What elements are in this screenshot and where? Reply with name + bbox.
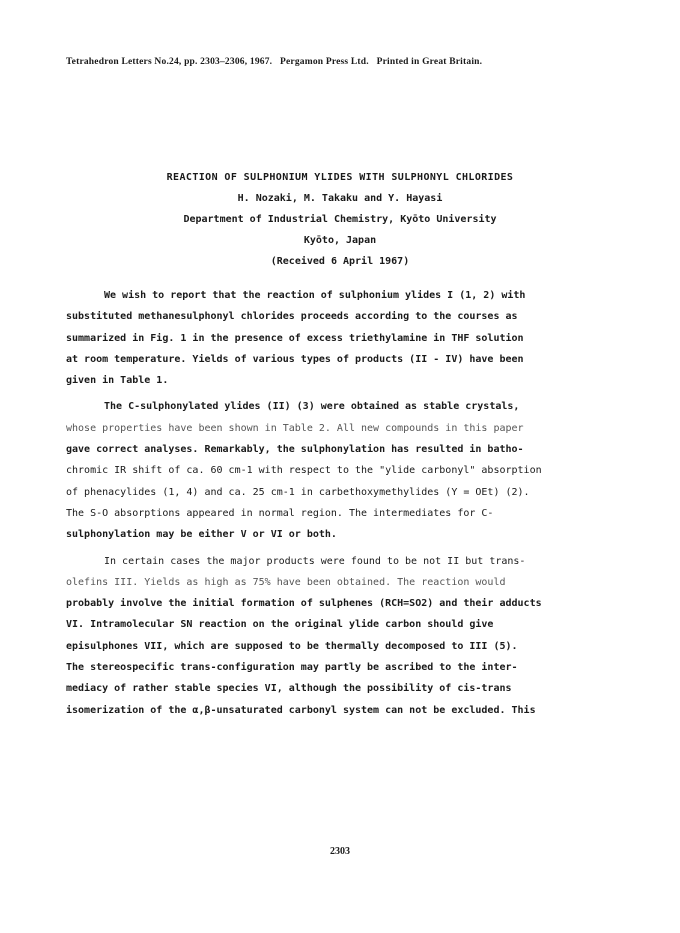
page-number: 2303 — [330, 846, 350, 857]
text-line: olefins III. Yields as high as 75% have been obtained. The reaction would — [66, 576, 506, 588]
text-line: probably involve the initial formation of sulphenes (RCH=SO2) and their adducts — [66, 598, 542, 610]
paragraph-1 — [66, 285, 606, 391]
text-line: given in Table 1. — [66, 375, 169, 387]
article-authors: H. Nozaki, M. Takaku and Y. Hayasi — [237, 193, 443, 204]
text-line: The stereospecific trans-configuration may partly be ascribed to the inter- — [66, 662, 518, 674]
text-line: of phenacylides (1, 4) and ca. 25 cm-1 in carbethoxymethylides (Y = OEt) (2). — [66, 486, 530, 498]
text-line: mediacy of rather stable species VI, although the possibility of cis-trans — [66, 683, 512, 695]
text-line: In certain cases the major products were found to be not II but trans- — [104, 555, 526, 567]
text-line: whose properties have been shown in Table 2. All new compounds in this paper — [66, 422, 524, 434]
text-line: summarized in Fig. 1 in the presence of excess triethylamine in THF solution — [66, 332, 524, 344]
text-line: substituted methanesulphonyl chlorides proceeds according to the courses as — [66, 311, 518, 323]
title-block — [0, 167, 680, 272]
article-affiliation: Department of Industrial Chemistry, Kyōto University — [183, 214, 497, 225]
text-line: We wish to report that the reaction of sulphonium ylides I (1, 2) with — [104, 290, 526, 301]
text-line: at room temperature. Yields of various types of products (II - IV) have been — [66, 353, 524, 365]
text-line: chromic IR shift of ca. 60 cm-1 with respect to the "ylide carbonyl" absorption — [66, 465, 542, 477]
text-line: The C-sulphonylated ylides (II) (3) were obtained as stable crystals, — [104, 401, 520, 413]
article-title: REACTION OF SULPHONIUM YLIDES WITH SULPHONYL CHLORIDES — [166, 172, 514, 183]
text-line: sulphonylation may be either V or VI or both. — [66, 529, 337, 541]
article-body — [66, 285, 606, 721]
header-printed: Printed in Great Britain. — [376, 57, 483, 67]
header-publisher: Pergamon Press Ltd. — [280, 57, 369, 67]
text-line: isomerization of the α,β-unsaturated carbonyl system can not be excluded. This — [66, 704, 536, 716]
text-line: episulphones VII, which are supposed to be thermally decomposed to III (5). — [66, 640, 518, 652]
header-citation: Tetrahedron Letters No.24, pp. 2303–2306, 1967. — [66, 57, 273, 67]
article-received: (Received 6 April 1967) — [270, 256, 410, 267]
paragraph-3 — [66, 551, 606, 721]
paragraph-2 — [66, 396, 606, 545]
text-line: The S-O absorptions appeared in normal region. The intermediates for C- — [66, 507, 494, 519]
text-line: VI. Intramolecular SN reaction on the original ylide carbon should give — [66, 619, 494, 631]
text-line: gave correct analyses. Remarkably, the sulphonylation has resulted in batho- — [66, 444, 524, 456]
article-city: Kyōto, Japan — [303, 235, 377, 246]
running-header — [66, 57, 626, 67]
